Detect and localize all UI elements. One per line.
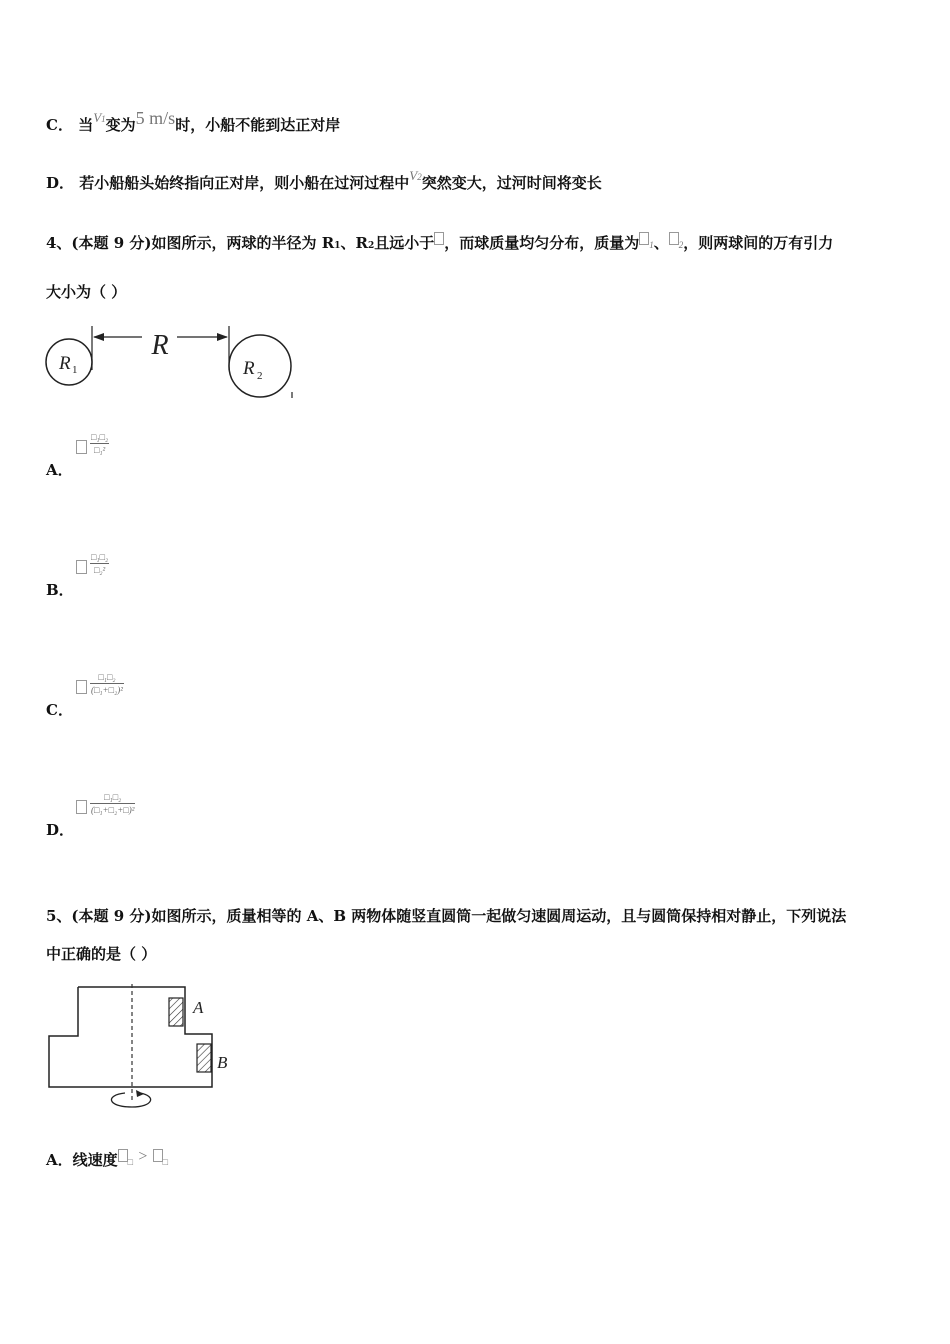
two-spheres-figure bbox=[42, 324, 312, 404]
v1-symbol: V1 bbox=[93, 110, 106, 125]
speed-value: 5 m/s bbox=[135, 108, 176, 128]
arrow-right-head bbox=[217, 333, 228, 341]
block-b bbox=[197, 1044, 211, 1072]
option-d-post: 突然变大，过河时间将变长 bbox=[421, 174, 602, 192]
q5-line-1: 5、(本题 9 分)如图所示，质量相等的 A、B 两物体随竖直圆筒一起做匀速圆周运动，且与圆筒保持相对静止，下列说法 bbox=[46, 907, 847, 925]
q4-line-1: 4、(本题 9 分)如图所示，两球的半径为 R1、R2且远小于 ，而球质量均匀分布，质量为 1、 2，则两球间的万有引力 bbox=[46, 233, 833, 256]
q4-option-d-label: D． bbox=[46, 821, 75, 839]
cylinder-outline bbox=[49, 987, 212, 1087]
va-box bbox=[118, 1149, 128, 1162]
q4-option-a-label: A． bbox=[46, 461, 73, 479]
option-c-pre: 当 bbox=[78, 116, 94, 134]
option-c bbox=[46, 108, 341, 137]
block-a bbox=[169, 998, 183, 1026]
svg-text:2: 2 bbox=[257, 370, 263, 382]
v2-symbol: V2 bbox=[409, 168, 422, 183]
q4-line-2: 大小为（ ） bbox=[46, 283, 127, 301]
option-c-post: 时，小船不能到达正对岸 bbox=[175, 116, 341, 134]
option-c-label: C． bbox=[46, 116, 73, 134]
mass-box-2 bbox=[669, 232, 679, 245]
placeholder-box bbox=[434, 232, 444, 245]
q5-option-a: A．线速度 □ > □ bbox=[46, 1148, 169, 1169]
option-d-pre: 若小船船头始终指向正对岸，则小船在过河过程中 bbox=[79, 174, 410, 192]
mass-box-1 bbox=[639, 232, 649, 245]
q4-option-c-label: C． bbox=[46, 701, 73, 719]
svg-text:1: 1 bbox=[72, 364, 78, 376]
arrow-left-head bbox=[93, 333, 104, 341]
rotation-arrow bbox=[111, 1093, 150, 1107]
cylinder-figure bbox=[45, 984, 245, 1114]
distance-label: R bbox=[151, 330, 169, 361]
sphere-r2 bbox=[229, 335, 291, 397]
vb-box bbox=[153, 1149, 163, 1162]
r1-label: R bbox=[59, 353, 71, 374]
q5-line-2: 中正确的是（ ） bbox=[46, 945, 157, 963]
r2-label: R bbox=[243, 358, 255, 379]
q4-option-b-label: B． bbox=[46, 581, 74, 599]
label-a: A bbox=[193, 998, 204, 1017]
option-c-mid: 变为 bbox=[105, 116, 136, 134]
option-d bbox=[46, 168, 602, 195]
label-b: B bbox=[217, 1053, 228, 1072]
option-d-label: D． bbox=[46, 174, 75, 192]
